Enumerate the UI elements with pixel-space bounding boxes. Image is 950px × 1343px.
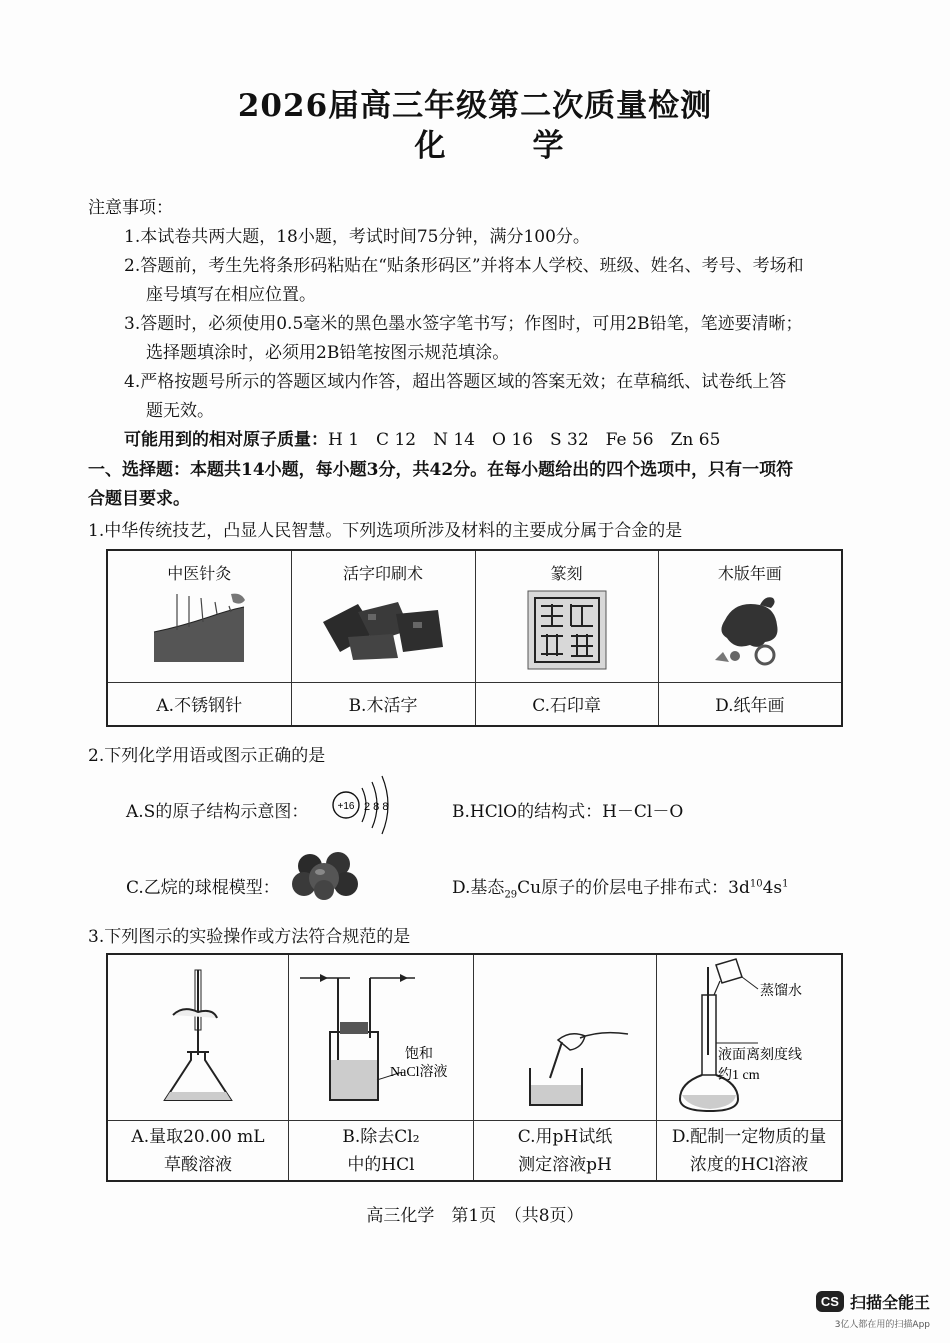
q1-option-b: B.木活字 xyxy=(291,682,475,726)
q2-option-a-label: A.S的原子结构示意图： xyxy=(126,802,309,822)
volumetric-flask-diagram xyxy=(658,955,840,1115)
note-line: 4.严格按题号所示的答题区域内作答，超出答题区域的答案无效；在草稿纸、试卷纸上答 xyxy=(124,372,787,392)
atomic-mass-values: H 1 C 12 N 14 O 16 S 32 Fe 56 Zn 65 xyxy=(328,430,721,450)
q3-cell-d xyxy=(657,954,842,1121)
q3-b-cap2: 中的HCl xyxy=(347,1154,415,1175)
note-line: 3.答题时，必须使用0.5毫米的黑色墨水签字笔书写；作图时，可用2B铅笔，笔迹要清晰； xyxy=(124,314,803,334)
q1-cell-c xyxy=(475,550,658,682)
burette-flask-diagram xyxy=(143,960,253,1110)
ph-paper-beaker-diagram xyxy=(490,960,640,1110)
q3-b-label1: 饱和 xyxy=(404,1047,433,1062)
note-line: 2.答题前，考生先将条形码粘贴在“贴条形码区”并将本人学校、班级、姓名、考号、考场和 xyxy=(124,256,804,276)
subject-title: 化 学 xyxy=(414,128,592,164)
atomic-mass-label: 可能用到的相对原子质量： xyxy=(124,430,328,450)
q3-option-b xyxy=(289,1121,474,1182)
atomic-mass-line xyxy=(124,425,720,450)
q3-option-d xyxy=(657,1121,842,1182)
q3-a-cap1: A.量取20.00 mL xyxy=(131,1126,265,1147)
sulfur-atom-structure-diagram xyxy=(328,770,398,840)
exam-title: 2026届高三年级第二次质量检测 xyxy=(237,88,713,124)
scanner-app-name: 扫描全能王 xyxy=(849,1293,930,1312)
q1-header: 活字印刷术 xyxy=(343,564,424,583)
section-heading: 一、选择题：本题共14小题，每小题3分，共42分。在每小题给出的四个选项中，只有一项符 xyxy=(88,460,794,480)
note-line: 座号填写在相应位置。 xyxy=(146,285,316,305)
scanner-watermark xyxy=(816,1290,930,1331)
woodblock-print-image xyxy=(705,590,795,670)
s-electron-count: 1 xyxy=(782,878,789,890)
q3-d-label3: 约1 cm xyxy=(718,1068,760,1083)
q3-d-cap1: D.配制一定物质的量 xyxy=(671,1126,827,1147)
question-1-table xyxy=(106,549,843,727)
q3-option-a xyxy=(107,1121,289,1182)
nucleus-charge: +16 xyxy=(337,801,355,812)
q1-cell-a xyxy=(107,550,291,682)
question-1-stem: 1.中华传统技艺，凸显人民智慧。下列选项所涉及材料的主要成分属于合金的是 xyxy=(88,521,683,541)
ethane-model-image xyxy=(290,852,362,900)
q2-option-d xyxy=(452,873,788,900)
q3-b-cap1: B.除去Cl₂ xyxy=(342,1126,420,1147)
q3-option-c xyxy=(473,1121,656,1182)
section-heading-cont: 合题目要求。 xyxy=(88,489,190,509)
q2-option-a xyxy=(126,797,308,822)
q1-header: 木版年画 xyxy=(717,564,782,583)
q1-option-c: C.石印章 xyxy=(475,682,658,726)
q2-option-c: C.乙烷的球棍模型： xyxy=(126,878,280,898)
scanner-tagline: 3亿人都在用的扫描App xyxy=(834,1320,930,1330)
q2-d-prefix: D.基态 xyxy=(452,878,505,898)
q1-cell-b xyxy=(291,550,475,682)
q2-d-4s: 4s xyxy=(762,878,783,898)
notes-heading: 注意事项： xyxy=(88,198,173,218)
q3-c-cap2: 测定溶液pH xyxy=(518,1154,612,1175)
q3-d-cap2: 浓度的HCl溶液 xyxy=(689,1154,809,1175)
seal-carving-image xyxy=(527,590,607,670)
question-3-table xyxy=(106,953,843,1182)
question-2-stem: 2.下列化学用语或图示正确的是 xyxy=(88,746,326,766)
q2-option-b: B.HClO的结构式：H－Cl－O xyxy=(452,802,684,822)
q3-a-cap2: 草酸溶液 xyxy=(164,1154,233,1175)
q3-cell-b xyxy=(289,954,474,1121)
q1-cell-d xyxy=(658,550,842,682)
q3-cell-a xyxy=(107,954,289,1121)
q1-header: 中医针灸 xyxy=(167,564,232,583)
q3-cell-c xyxy=(473,954,656,1121)
page-footer: 高三化学 第1页 （共8页） xyxy=(366,1206,584,1226)
question-3-stem: 3.下列图示的实验操作或方法符合规范的是 xyxy=(88,927,411,947)
scanner-logo-icon: CS xyxy=(816,1291,844,1312)
q1-option-a: A.不锈钢针 xyxy=(107,682,291,726)
note-line: 选择题填涂时，必须用2B铅笔按图示规范填涂。 xyxy=(146,343,510,363)
d-electron-count: 10 xyxy=(749,878,763,890)
note-line: 1.本试卷共两大题，18小题，考试时间75分钟，满分100分。 xyxy=(124,227,590,247)
q3-d-label2: 液面离刻度线 xyxy=(718,1048,803,1063)
q3-c-cap1: C.用pH试纸 xyxy=(517,1126,613,1147)
q1-header: 篆刻 xyxy=(550,564,583,583)
electron-shells: 2 8 8 xyxy=(364,801,389,813)
q3-d-label1: 蒸馏水 xyxy=(760,984,803,999)
atomic-number: 29 xyxy=(504,889,518,901)
q2-d-mid: Cu原子的价层电子排布式：3d xyxy=(517,878,750,898)
gas-washing-bottle-diagram xyxy=(290,960,472,1110)
acupuncture-image xyxy=(149,592,249,664)
note-line: 题无效。 xyxy=(146,401,214,421)
q3-b-label2: NaCl溶液 xyxy=(389,1065,448,1080)
movable-type-image xyxy=(318,592,448,662)
q1-option-d: D.纸年画 xyxy=(658,682,842,726)
